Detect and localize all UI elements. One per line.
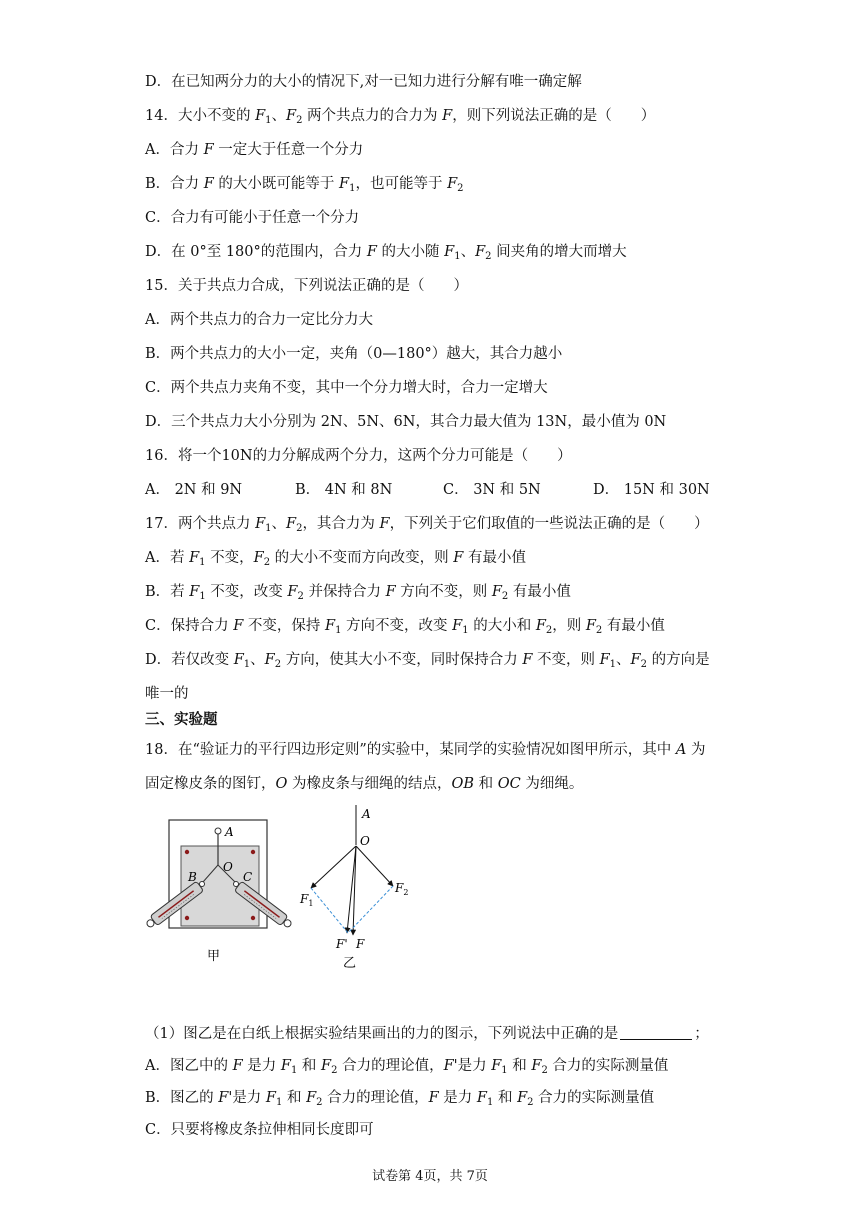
q16-option-a: A． 2N 和 9N <box>145 482 243 498</box>
label-a: A <box>225 825 234 839</box>
arrow-f1 <box>311 846 356 888</box>
label-b: B <box>188 870 197 884</box>
q17-stem: 17．两个共点力 $F_1$、$F_2$，其合力为 F，下列关于它们取值的一些说法正确的是（ ） <box>145 516 709 534</box>
pin-dot <box>251 850 255 854</box>
pin-dot <box>185 850 189 854</box>
label-f2: $F_2$ <box>395 881 409 897</box>
parallelogram-side <box>311 888 348 933</box>
q17-option-b: B．若 $F_1$ 不变，改变 $F_2$ 并保持合力 F 方向不变，则 $F_2$ 有最小值 <box>145 584 571 602</box>
q15-option-c: C．两个共点力夹角不变，其中一个分力增大时，合力一定增大 <box>145 380 548 396</box>
q18-stem-line2: 固定橡皮条的图钉，O 为橡皮条与细绳的结点，OB 和 OC 为细绳。 <box>145 776 584 792</box>
q16-stem: 16．将一个10N的力分解成两个分力，这两个分力可能是（ ） <box>145 448 572 464</box>
q14-stem: 14．大小不变的 $F_1$、$F_2$ 两个共点力的合力为 F，则下列说法正确的是（ ） <box>145 108 656 126</box>
label-f1: $F_1$ <box>300 892 314 908</box>
label-c: C <box>243 870 253 884</box>
q16-option-b: B． 4N 和 8N <box>295 482 393 498</box>
label-a: A <box>362 807 371 821</box>
pin-dot <box>185 916 189 920</box>
label-f-prime: F' <box>336 937 348 951</box>
label-o: O <box>360 834 370 848</box>
q18-option-c: C．只要将橡皮条拉伸相同长度即可 <box>145 1122 374 1138</box>
q16-option-c: C． 3N 和 5N <box>443 482 541 498</box>
label-f: F <box>356 937 365 951</box>
q17-option-d: D．若仅改变 $F_1$、$F_2$ 方向，使其大小不变，同时保持合力 F 不变，则 $F_1$、$F_2$ 的方向是 <box>145 652 710 670</box>
arrow-f2 <box>356 846 393 886</box>
q14-option-d: D．在 0°至 180°的范围内，合力 F 的大小随 $F_1$、$F_2$ 间夹角的增大而增大 <box>145 244 627 262</box>
figure-yi <box>295 800 425 970</box>
thumbtack-a <box>215 828 221 834</box>
q15-option-a: A．两个共点力的合力一定比分力大 <box>145 312 373 328</box>
q15-option-b: B．两个共点力的大小一定，夹角（0—180°）越大，其合力越小 <box>145 346 563 362</box>
figure-yi-caption: 乙 <box>343 956 357 970</box>
q17-option-d-continued: 唯一的 <box>145 686 189 702</box>
q17-option-c: C．保持合力 F 不变，保持 $F_1$ 方向不变，改变 $F_1$ 的大小和 $F_2$，则 $F_2$ 有最小值 <box>145 618 665 636</box>
section-heading: 三、实验题 <box>145 712 218 728</box>
q15-option-d: D．三个共点力大小分别为 2N、5N、6N，其合力最大值为 13N，最小值为 0N <box>145 414 667 430</box>
q16-option-d: D． 15N 和 30N <box>593 482 710 498</box>
label-o: O <box>223 860 233 874</box>
q18-sub1: （1）图乙是在白纸上根据实验结果画出的力的图示，下列说法中正确的是 ； <box>145 1026 709 1042</box>
pin-dot <box>251 916 255 920</box>
q15-stem: 15．关于共点力合成，下列说法正确的是（ ） <box>145 278 468 294</box>
q18-option-a: A．图乙中的 F 是力 $F_1$ 和 $F_2$ 合力的理论值，F'是力 $F_1$ 和 $F_2$ 合力的实际测量值 <box>145 1058 669 1076</box>
figure-jia-caption: 甲 <box>207 949 221 964</box>
q17-option-a: A．若 $F_1$ 不变，$F_2$ 的大小不变而方向改变，则 F 有最小值 <box>145 550 526 568</box>
q13-option-d: D．在已知两分力的大小的情况下,对一已知力进行分解有唯一确定解 <box>145 74 582 90</box>
figure-jia <box>145 818 305 968</box>
answer-blank[interactable] <box>620 1024 692 1040</box>
q14-option-c: C．合力有可能小于任意一个分力 <box>145 210 360 226</box>
q14-option-b: B．合力 F 的大小既可能等于 $F_1$，也可能等于 $F_2$ <box>145 176 464 194</box>
page-footer: 试卷第 4页，共 7页 <box>372 1169 488 1184</box>
q18-stem-line1: 18．在“验证力的平行四边形定则”的实验中，某同学的实验情况如图甲所示，其中 A 为 <box>145 742 706 758</box>
q18-option-b: B．图乙的 F'是力 $F_1$ 和 $F_2$ 合力的理论值，F 是力 $F_1$ 和 $F_2$ 合力的实际测量值 <box>145 1090 655 1108</box>
q16-options <box>145 480 745 500</box>
q14-option-a: A．合力 F 一定大于任意一个分力 <box>145 142 364 158</box>
